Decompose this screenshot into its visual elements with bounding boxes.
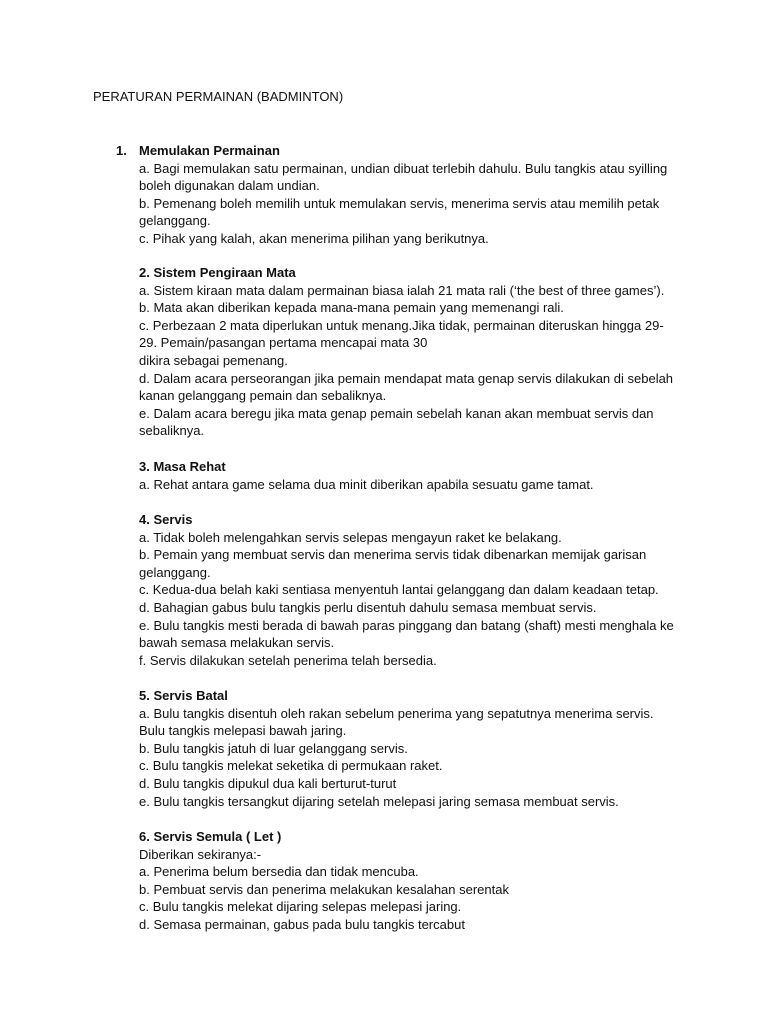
- section-line: e. Bulu tangkis tersangkut dijaring setelah melepasi jaring semasa membuat servis.: [139, 793, 619, 809]
- section-line: d. Bulu tangkis dipukul dua kali berturut-turut: [139, 775, 397, 791]
- section-line: b. Pemain yang membuat servis dan menerima servis tidak dibenarkan memijak garisan: [139, 547, 647, 563]
- section-line: e. Dalam acara beregu jika mata genap pemain sebelah kanan akan membuat servis dan: [139, 405, 654, 421]
- section-memulakan-permainan: [116, 142, 679, 248]
- section-line: d. Dalam acara perseorangan jika pemain mendapat mata genap servis dilakukan di sebelah: [139, 370, 674, 386]
- section-line: gelanggang.: [139, 564, 211, 580]
- section-line: 29. Pemain/pasangan pertama mencapai mata 30: [139, 335, 428, 351]
- section-line: bawah semasa melakukan servis.: [139, 635, 335, 651]
- section-line: d. Bahagian gabus bulu tangkis perlu disentuh dahulu semasa membuat servis.: [139, 599, 597, 615]
- section-line: gelanggang.: [139, 213, 211, 229]
- section-line: c. Bulu tangkis melekat seketika di permukaan raket.: [139, 758, 443, 774]
- section-servis: [139, 511, 679, 669]
- section-heading: 5. Servis Batal: [139, 688, 228, 703]
- section-line: b. Pemenang boleh memilih untuk memulakan servis, menerima servis atau memilih petak: [139, 195, 660, 211]
- section-line: boleh digunakan dalam undian.: [139, 178, 320, 194]
- section-sistem-pengiraan-mata: [139, 264, 679, 440]
- section-line: a. Penerima belum bersedia dan tidak mencuba.: [139, 864, 419, 880]
- section-servis-semula: [139, 828, 679, 934]
- section-line: a. Bagi memulakan satu permainan, undian dibuat terlebih dahulu. Bulu tangkis atau syilling: [139, 160, 668, 176]
- section-line: b. Mata akan diberikan kepada mana-mana pemain yang memenangi rali.: [139, 300, 564, 316]
- section-line: f. Servis dilakukan setelah penerima telah bersedia.: [139, 652, 437, 668]
- section-line: c. Bulu tangkis melekat dijaring selepas melepasi jaring.: [139, 899, 462, 915]
- document-title: PERATURAN PERMAINAN (BADMINTON): [93, 89, 344, 104]
- section-heading: Memulakan Permainan: [139, 143, 280, 158]
- section-line: c. Perbezaan 2 mata diperlukan untuk menang.Jika tidak, permainan diteruskan hingga 29-: [139, 317, 664, 333]
- section-heading: 4. Servis: [139, 512, 193, 527]
- section-line: Bulu tangkis melepasi bawah jaring.: [139, 723, 347, 739]
- section-line: a. Rehat antara game selama dua minit diberikan apabila sesuatu game tamat.: [139, 476, 594, 492]
- section-masa-rehat: [139, 458, 679, 493]
- section-heading: 2. Sistem Pengiraan Mata: [139, 265, 296, 280]
- section-line: a. Bulu tangkis disentuh oleh rakan sebelum penerima yang sepatutnya menerima servis.: [139, 705, 654, 721]
- section-line: c. Pihak yang kalah, akan menerima pilihan yang berikutnya.: [139, 230, 489, 246]
- section-line: b. Pembuat servis dan penerima melakukan kesalahan serentak: [139, 881, 509, 897]
- section-line: dikira sebagai pemenang.: [139, 352, 288, 368]
- section-line: a. Sistem kiraan mata dalam permainan biasa ialah 21 mata rali (‘the best of three games’).: [139, 282, 665, 298]
- section-number: 1.: [116, 143, 127, 158]
- section-heading: 6. Servis Semula ( Let ): [139, 829, 282, 844]
- section-servis-batal: [139, 687, 679, 810]
- section-line: kanan gelanggang pemain dan sebaliknya.: [139, 388, 387, 404]
- section-line: e. Bulu tangkis mesti berada di bawah paras pinggang dan batang (shaft) mesti menghala ke: [139, 617, 674, 633]
- section-line: d. Semasa permainan, gabus pada bulu tangkis tercabut: [139, 916, 465, 932]
- section-line: b. Bulu tangkis jatuh di luar gelanggang servis.: [139, 740, 408, 756]
- section-line: sebaliknya.: [139, 423, 205, 439]
- section-heading: 3. Masa Rehat: [139, 459, 226, 474]
- section-line: c. Kedua-dua belah kaki sentiasa menyentuh lantai gelanggang dan dalam keadaan tetap.: [139, 582, 659, 598]
- section-line: Diberikan sekiranya:-: [139, 846, 262, 862]
- section-line: a. Tidak boleh melengahkan servis selepas mengayun raket ke belakang.: [139, 529, 562, 545]
